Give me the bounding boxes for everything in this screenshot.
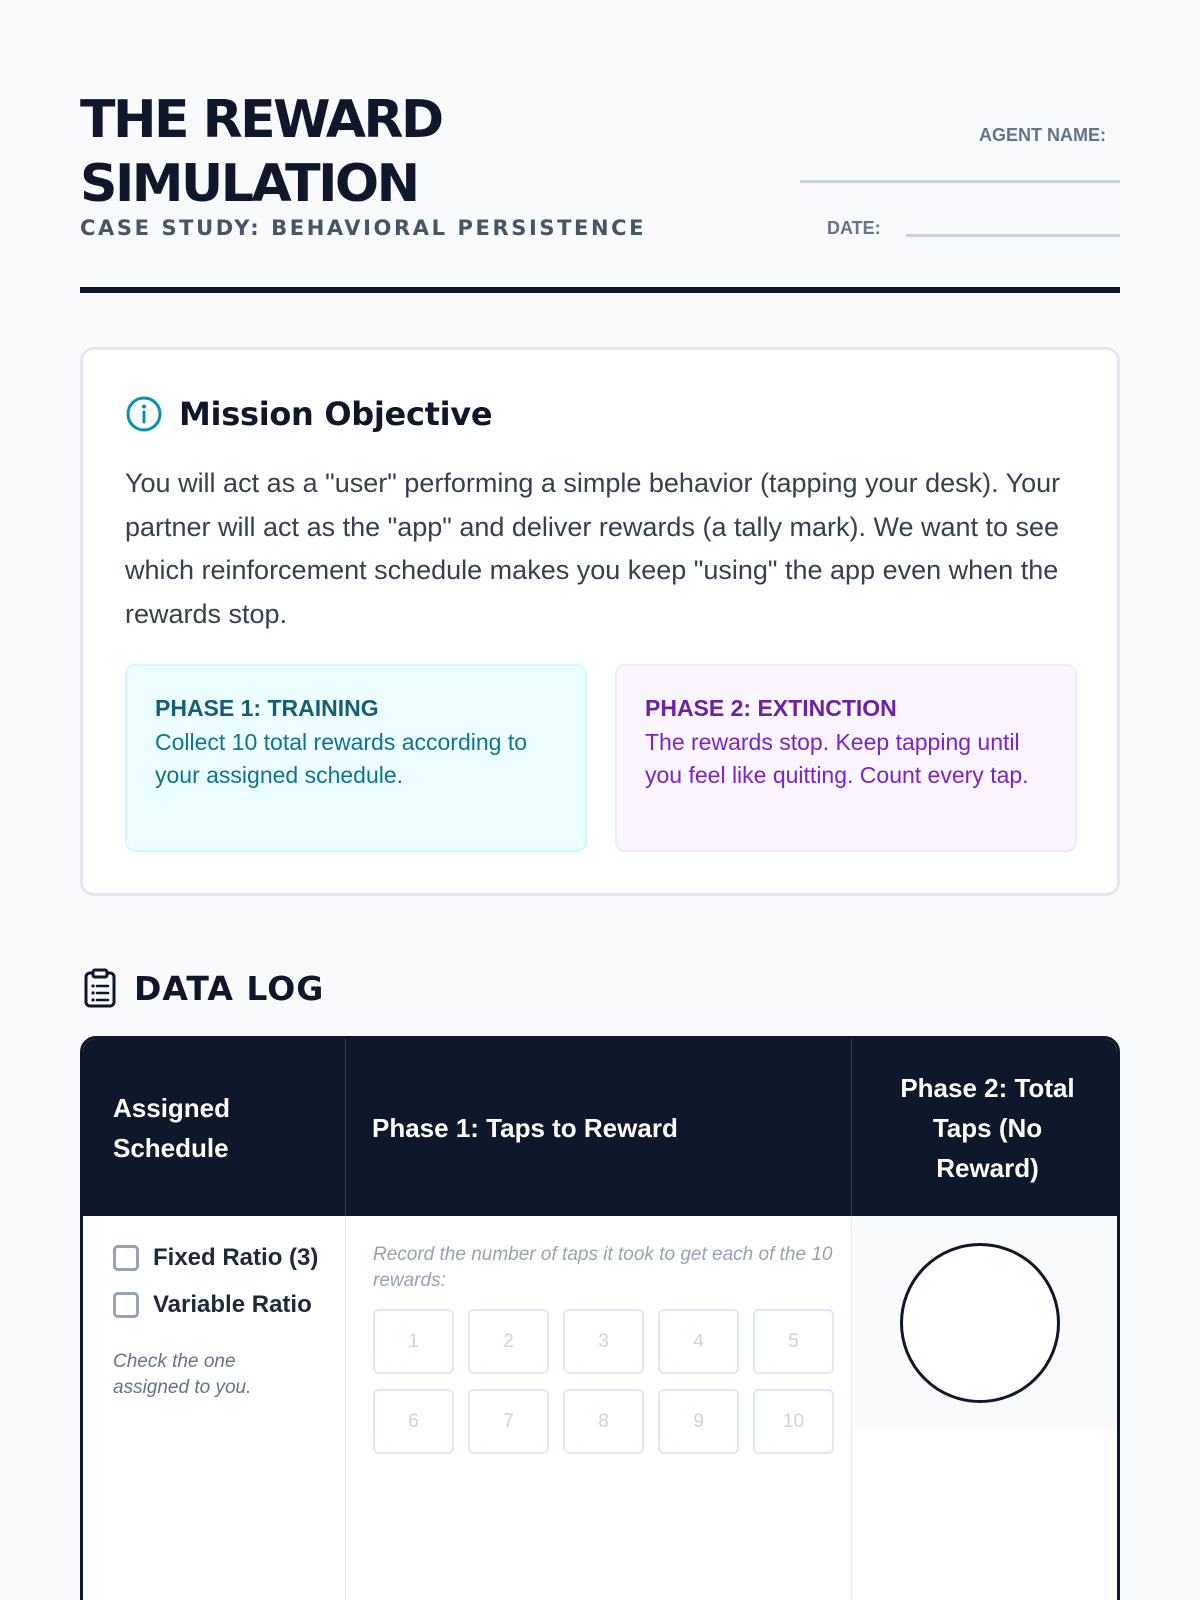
tap-count-box-6[interactable]: 6: [373, 1389, 454, 1454]
page-title: [80, 88, 442, 216]
phase1-box: [125, 664, 587, 852]
variable-ratio-checkbox[interactable]: [113, 1292, 139, 1318]
tap-count-box-1[interactable]: 1: [373, 1309, 454, 1374]
agent-name-field[interactable]: [800, 180, 1120, 183]
tap-count-box-4[interactable]: 4: [658, 1309, 739, 1374]
column-header-phase2: Phase 2: Total Taps (No Reward): [851, 1039, 1120, 1216]
tap-count-box-10[interactable]: 10: [753, 1389, 834, 1454]
clipboard-icon: [82, 968, 118, 1008]
tap-count-box-5[interactable]: 5: [753, 1309, 834, 1374]
column-header-phase1: Phase 1: Taps to Reward: [345, 1039, 851, 1216]
phase2-text: The rewards stop. Keep tapping until you feel like quitting. Count every tap.: [645, 729, 1029, 788]
phase2-box: [615, 664, 1077, 852]
mission-heading: [125, 392, 492, 436]
table-header: [83, 1039, 1120, 1216]
data-log-heading: [82, 966, 324, 1010]
tap-count-box-7[interactable]: 7: [468, 1389, 549, 1454]
tap-count-box-8[interactable]: 8: [563, 1389, 644, 1454]
data-log-table: [80, 1036, 1120, 1600]
phase1-instruction: Record the number of taps it took to get each of the 10 rewards:: [373, 1244, 833, 1291]
mission-body: You will act as a "user" performing a simple behavior (tapping your desk). Your partner will act as the "app" and deliver rewards (a tally mark). We want to see which reinforcement schedule makes you keep "using" the app even when the rewards stop.: [125, 468, 1061, 629]
phase1-text: Collect 10 total rewards according to your assigned schedule.: [155, 729, 528, 788]
tap-count-box-2[interactable]: 2: [468, 1309, 549, 1374]
tap-count-box-9[interactable]: 9: [658, 1389, 739, 1454]
page-subtitle: CASE STUDY: BEHAVIORAL PERSISTENCE: [80, 216, 647, 240]
info-icon: [125, 395, 163, 433]
phase2-cell: [852, 1216, 1120, 1430]
fixed-ratio-checkbox[interactable]: [113, 1245, 139, 1271]
worksheet-header: [80, 80, 1120, 295]
date-field[interactable]: [906, 234, 1120, 237]
agent-name-label: AGENT NAME:: [979, 125, 1106, 145]
total-taps-circle[interactable]: [900, 1243, 1060, 1403]
date-label: DATE:: [827, 218, 881, 238]
column-divider: [345, 1216, 346, 1600]
schedule-note: Check the one assigned to you.: [113, 1351, 252, 1398]
data-log-title: DATA LOG: [134, 968, 325, 1008]
phase1-title: PHASE 1: TRAINING: [155, 695, 379, 721]
column-header-schedule: Assigned Schedule: [113, 1092, 231, 1163]
header-divider: [80, 287, 1120, 293]
fixed-ratio-label: Fixed Ratio (3): [153, 1244, 319, 1271]
mission-card: [80, 347, 1120, 896]
schedule-option-fixed-ratio[interactable]: [113, 1244, 318, 1272]
title-line-1: THE REWARD: [80, 90, 442, 150]
schedule-option-variable-ratio[interactable]: [113, 1291, 312, 1319]
phase2-title: PHASE 2: EXTINCTION: [645, 695, 897, 721]
variable-ratio-label: Variable Ratio: [153, 1291, 312, 1318]
tap-count-box-3[interactable]: 3: [563, 1309, 644, 1374]
title-line-2: SIMULATION: [80, 154, 418, 214]
mission-title: Mission Objective: [179, 395, 493, 433]
